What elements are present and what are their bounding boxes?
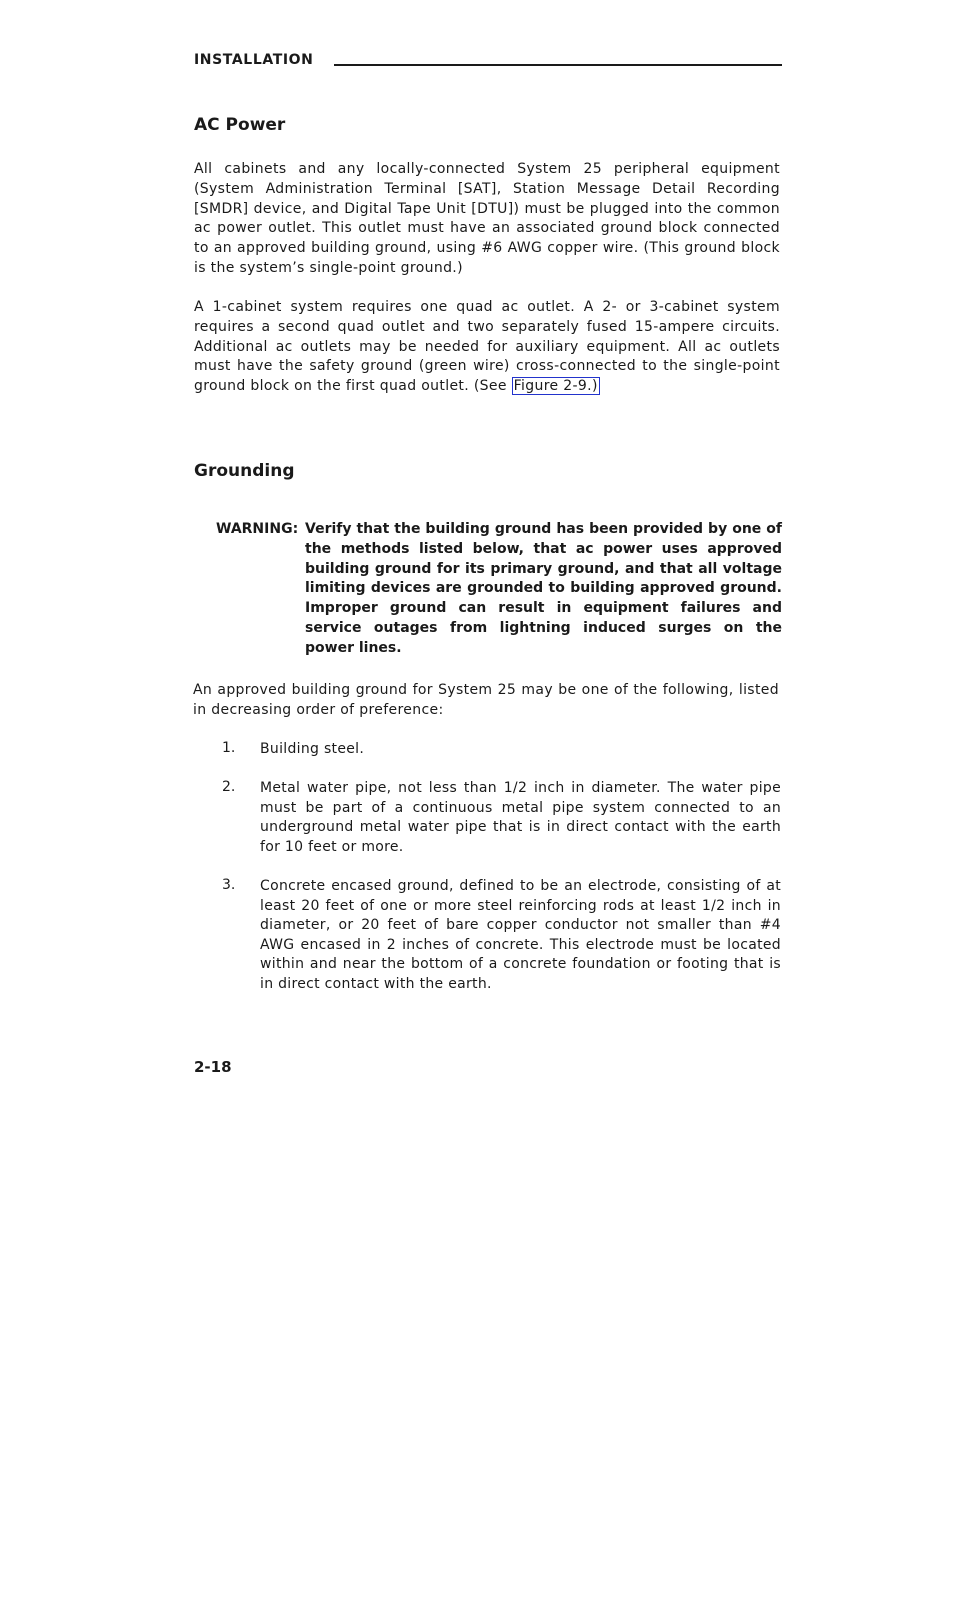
list-item-text: Building steel.	[260, 741, 365, 757]
ac-power-paragraph-1: All cabinets and any locally-connected System 25 peripheral equipment (System Administration Terminal [SAT], Station Message Detail Recording [SMDR] device, and Digital Tape Unit [DTU]) must be plugged into the common ac power outlet. This outlet must have an associated ground block connected to an approved building ground, using #6 AWG copper wire. (This ground block is the system’s single-point ground.)	[194, 161, 780, 276]
section-title: INSTALLATION	[194, 52, 314, 68]
list-item-number: 3.	[222, 877, 236, 893]
warning-text: Verify that the building ground has been provided by one of the methods listed below, that ac power uses approved building ground for its primary ground, and that all voltage limiting devices are grounded to building approved ground. Improper ground can result in equipment failures and service outages from lightning induced surges on the power lines.	[305, 521, 782, 656]
ac-power-heading: AC Power	[194, 115, 286, 135]
page-number: 2-18	[194, 1058, 232, 1076]
running-header	[194, 52, 782, 72]
figure-2-9-link[interactable]: Figure 2-9.)	[513, 378, 598, 395]
grounding-heading: Grounding	[194, 461, 295, 481]
ac-power-paragraph-2-text: A 1-cabinet system requires one quad ac outlet. A 2- or 3-cabinet system requires a second quad outlet and two separately fused 15-ampere circuits. Additional ac outlets may be needed for auxiliary equipment. All ac outlets must have the safety ground (green wire) cross-connected to the single-point ground block on the first quad outlet. (See	[194, 299, 780, 395]
list-item-number: 2.	[222, 779, 236, 795]
grounding-intro: An approved building ground for System 25 may be one of the following, listed in decreasing order of preference:	[193, 682, 779, 718]
warning-label: WARNING:	[216, 521, 299, 537]
list-item-text: Metal water pipe, not less than 1/2 inch in diameter. The water pipe must be part of a continuous metal pipe system connected to an underground metal water pipe that is in direct contact with the earth for 10 feet or more.	[260, 780, 781, 855]
list-item-text: Concrete encased ground, defined to be an electrode, consisting of at least 20 feet of one or more steel reinforcing rods at least 1/2 inch in diameter, or 20 feet of bare copper conductor not smaller than #4 AWG encased in 2 inches of concrete. This electrode must be located within and near the bottom of a concrete foundation or footing that is in direct contact with the earth.	[260, 878, 781, 992]
ac-power-paragraph-2	[194, 298, 780, 397]
list-item-number: 1.	[222, 740, 236, 756]
header-rule	[334, 64, 782, 66]
